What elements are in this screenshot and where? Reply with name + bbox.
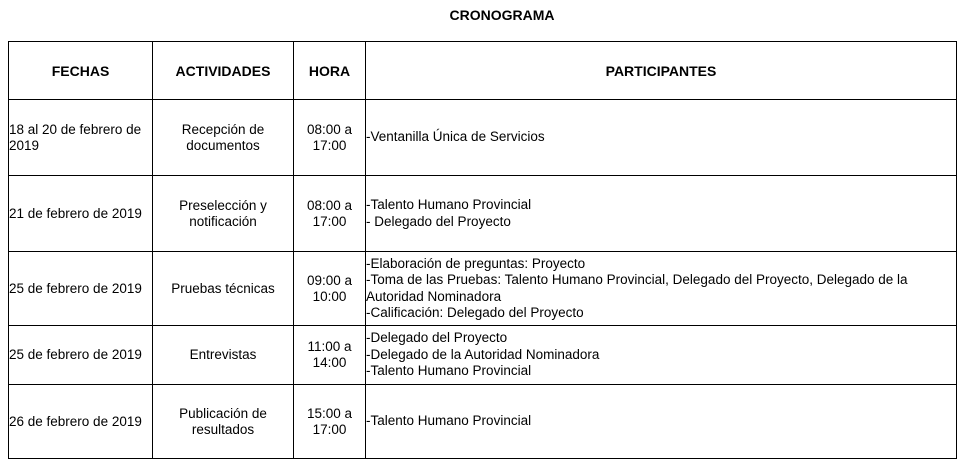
table-row <box>9 385 957 459</box>
cell-fecha <box>9 100 153 176</box>
actividad-text: Publicación de resultados <box>179 405 267 437</box>
hora-text: 08:00 a 17:00 <box>306 197 353 229</box>
actividad-text: Pruebas técnicas <box>171 280 275 296</box>
header-hora: HORA <box>294 42 366 100</box>
cell-actividad <box>153 252 294 326</box>
participante-line: - Delegado del Proyecto <box>366 213 511 229</box>
participante-line: -Toma de las Pruebas: Talento Humano Provincial, Delegado del Proyecto, Delegado de la Autoridad Nominadora <box>366 272 908 304</box>
schedule-table <box>8 41 957 459</box>
hora-text: 15:00 a 17:00 <box>306 405 353 437</box>
table-row <box>9 100 957 176</box>
table-row <box>9 326 957 385</box>
page-title: CRONOGRAMA <box>449 7 555 23</box>
cell-hora <box>294 176 366 252</box>
participante-line: -Talento Humano Provincial <box>366 197 532 212</box>
participante-line: -Elaboración de preguntas: Proyecto <box>366 255 586 271</box>
actividad-text: Preselección y notificación <box>179 197 267 229</box>
hora-text: 08:00 a 17:00 <box>306 121 353 153</box>
cell-hora <box>294 385 366 459</box>
header-fechas: FECHAS <box>9 42 153 100</box>
participante-line: -Delegado de la Autoridad Nominadora <box>366 346 600 362</box>
fecha-text: 26 de febrero de 2019 <box>9 413 142 429</box>
fecha-text: 25 de febrero de 2019 <box>9 347 142 362</box>
header-participantes: PARTICIPANTES <box>366 42 957 100</box>
hora-text: 09:00 a 10:00 <box>306 272 353 304</box>
cell-actividad <box>153 100 294 176</box>
participante-line: -Talento Humano Provincial <box>366 363 532 379</box>
participante-line: -Talento Humano Provincial <box>366 413 532 429</box>
header-actividades: ACTIVIDADES <box>153 42 294 100</box>
cell-actividad <box>153 385 294 459</box>
actividad-text: Entrevistas <box>189 347 257 362</box>
cell-actividad <box>153 176 294 252</box>
fecha-text: 21 de febrero de 2019 <box>9 205 142 221</box>
cell-participantes <box>366 385 957 459</box>
participante-line: -Ventanilla Única de Servicios <box>366 129 545 145</box>
participante-line: -Calificación: Delegado del Proyecto <box>366 305 584 320</box>
cell-hora <box>294 252 366 326</box>
cell-participantes <box>366 326 957 385</box>
cell-participantes <box>366 100 957 176</box>
actividad-text: Recepción de documentos <box>181 121 265 153</box>
cell-hora <box>294 100 366 176</box>
fecha-text: 18 al 20 de febrero de 2019 <box>9 121 142 153</box>
cell-actividad <box>153 326 294 385</box>
cell-fecha <box>9 252 153 326</box>
table-header-row <box>9 42 957 100</box>
cell-fecha <box>9 326 153 385</box>
table-row <box>9 176 957 252</box>
fecha-text: 25 de febrero de 2019 <box>9 280 142 296</box>
cell-participantes <box>366 176 957 252</box>
cell-fecha <box>9 385 153 459</box>
cell-participantes <box>366 252 957 326</box>
participante-line: -Delegado del Proyecto <box>366 330 508 346</box>
hora-text: 11:00 a 14:00 <box>307 339 352 370</box>
cell-hora <box>294 326 366 385</box>
cell-fecha <box>9 176 153 252</box>
table-row <box>9 252 957 326</box>
